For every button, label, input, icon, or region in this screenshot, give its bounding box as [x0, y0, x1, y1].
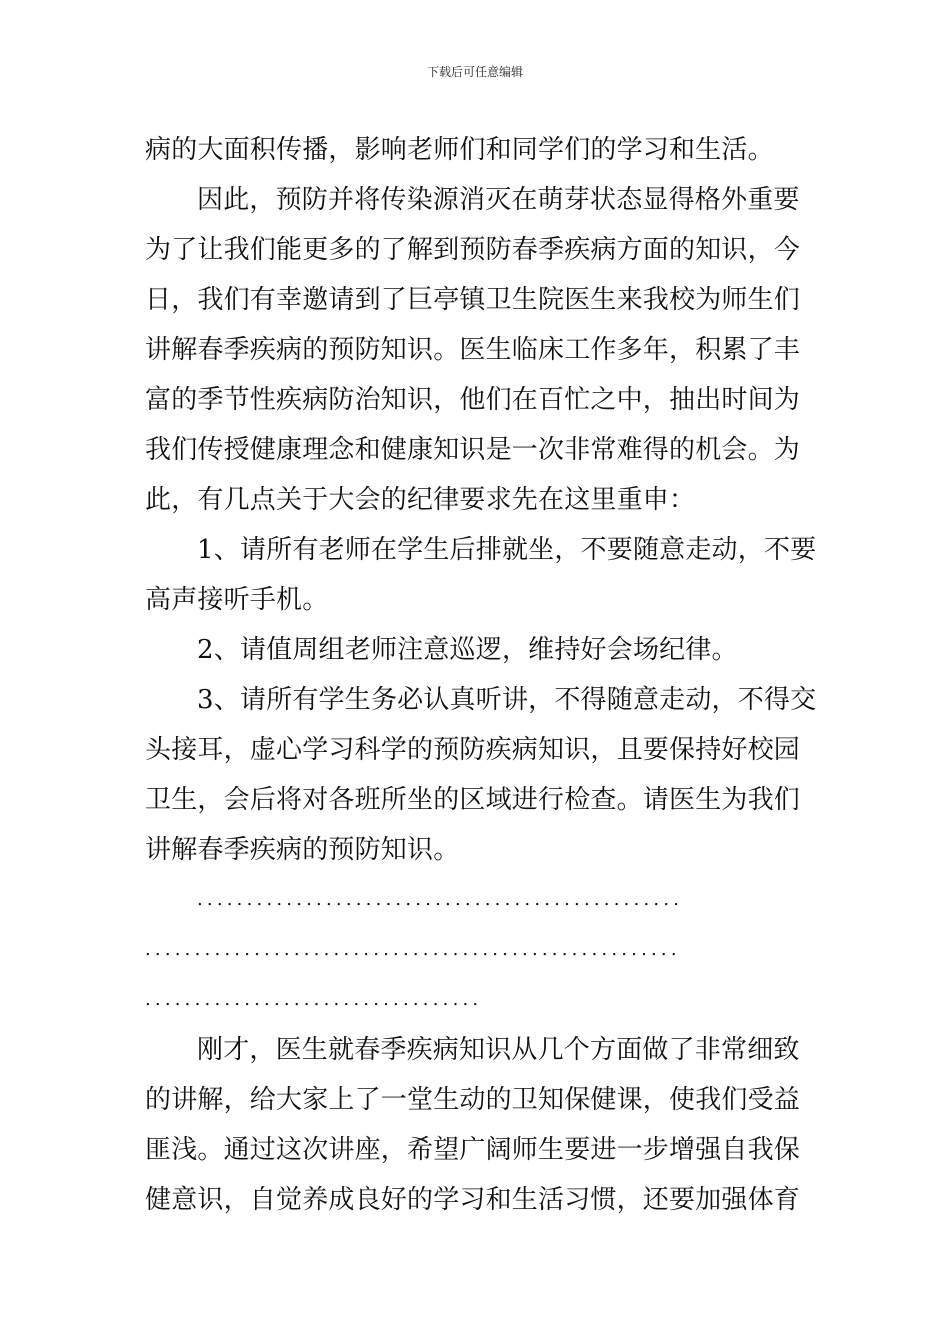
text-line: 头接耳，虚心学习科学的预防疾病知识，且要保持好校园 — [145, 735, 801, 765]
dotted-line: .................................. — [145, 989, 483, 1010]
text-line: 病的大面积传播，影响老师们和同学们的学习和生活。 — [145, 135, 774, 165]
text-line: 卫生，会后将对各班所坐的区域进行检查。请医生为我们 — [145, 785, 801, 815]
text-line: 因此，预防并将传染源消灭在萌芽状态显得格外重要 — [197, 185, 800, 215]
text-line: 匪浅。通过这次讲座，希望广阔师生要进一步增强自我保 — [145, 1135, 801, 1165]
text-line: 日，我们有幸邀请到了巨亭镇卫生院医生来我校为师生们 — [145, 285, 801, 315]
document-body — [145, 125, 817, 1225]
page-header-note: 下载后可任意编辑 — [426, 65, 523, 79]
text-line: 3、请所有学生务必认真听讲，不得随意走动，不得交 — [197, 685, 817, 715]
text-line: 我们传授健康理念和健康知识是一次非常难得的机会。为 — [145, 435, 801, 465]
text-line: 为了让我们能更多的了解到预防春季疾病方面的知识，今 — [145, 235, 801, 265]
text-line: 此，有几点关于大会的纪律要求先在这里重申： — [145, 485, 696, 515]
text-line: 刚才，医生就春季疾病知识从几个方面做了非常细致 — [197, 1035, 800, 1065]
text-line: 讲解春季疾病的预防知识。医生临床工作多年，积累了丰 — [145, 335, 801, 365]
text-line: 健意识，自觉养成良好的学习和生活习惯，还要加强体育 — [145, 1185, 801, 1215]
text-line: 高声接听手机。 — [145, 585, 329, 615]
text-line: 讲解春季疾病的预防知识。 — [145, 835, 460, 865]
dotted-line: ...................................................... — [145, 939, 681, 960]
dotted-line: ................................................. — [197, 889, 684, 910]
text-line: 2、请值周组老师注意巡逻，维持好会场纪律。 — [197, 635, 738, 665]
text-line: 1、请所有老师在学生后排就坐，不要随意走动，不要 — [197, 535, 817, 565]
text-line: 富的季节性疾病防治知识，他们在百忙之中，抽出时间为 — [145, 385, 801, 415]
text-line: 的讲解，给大家上了一堂生动的卫知保健课，使我们受益 — [145, 1085, 801, 1115]
